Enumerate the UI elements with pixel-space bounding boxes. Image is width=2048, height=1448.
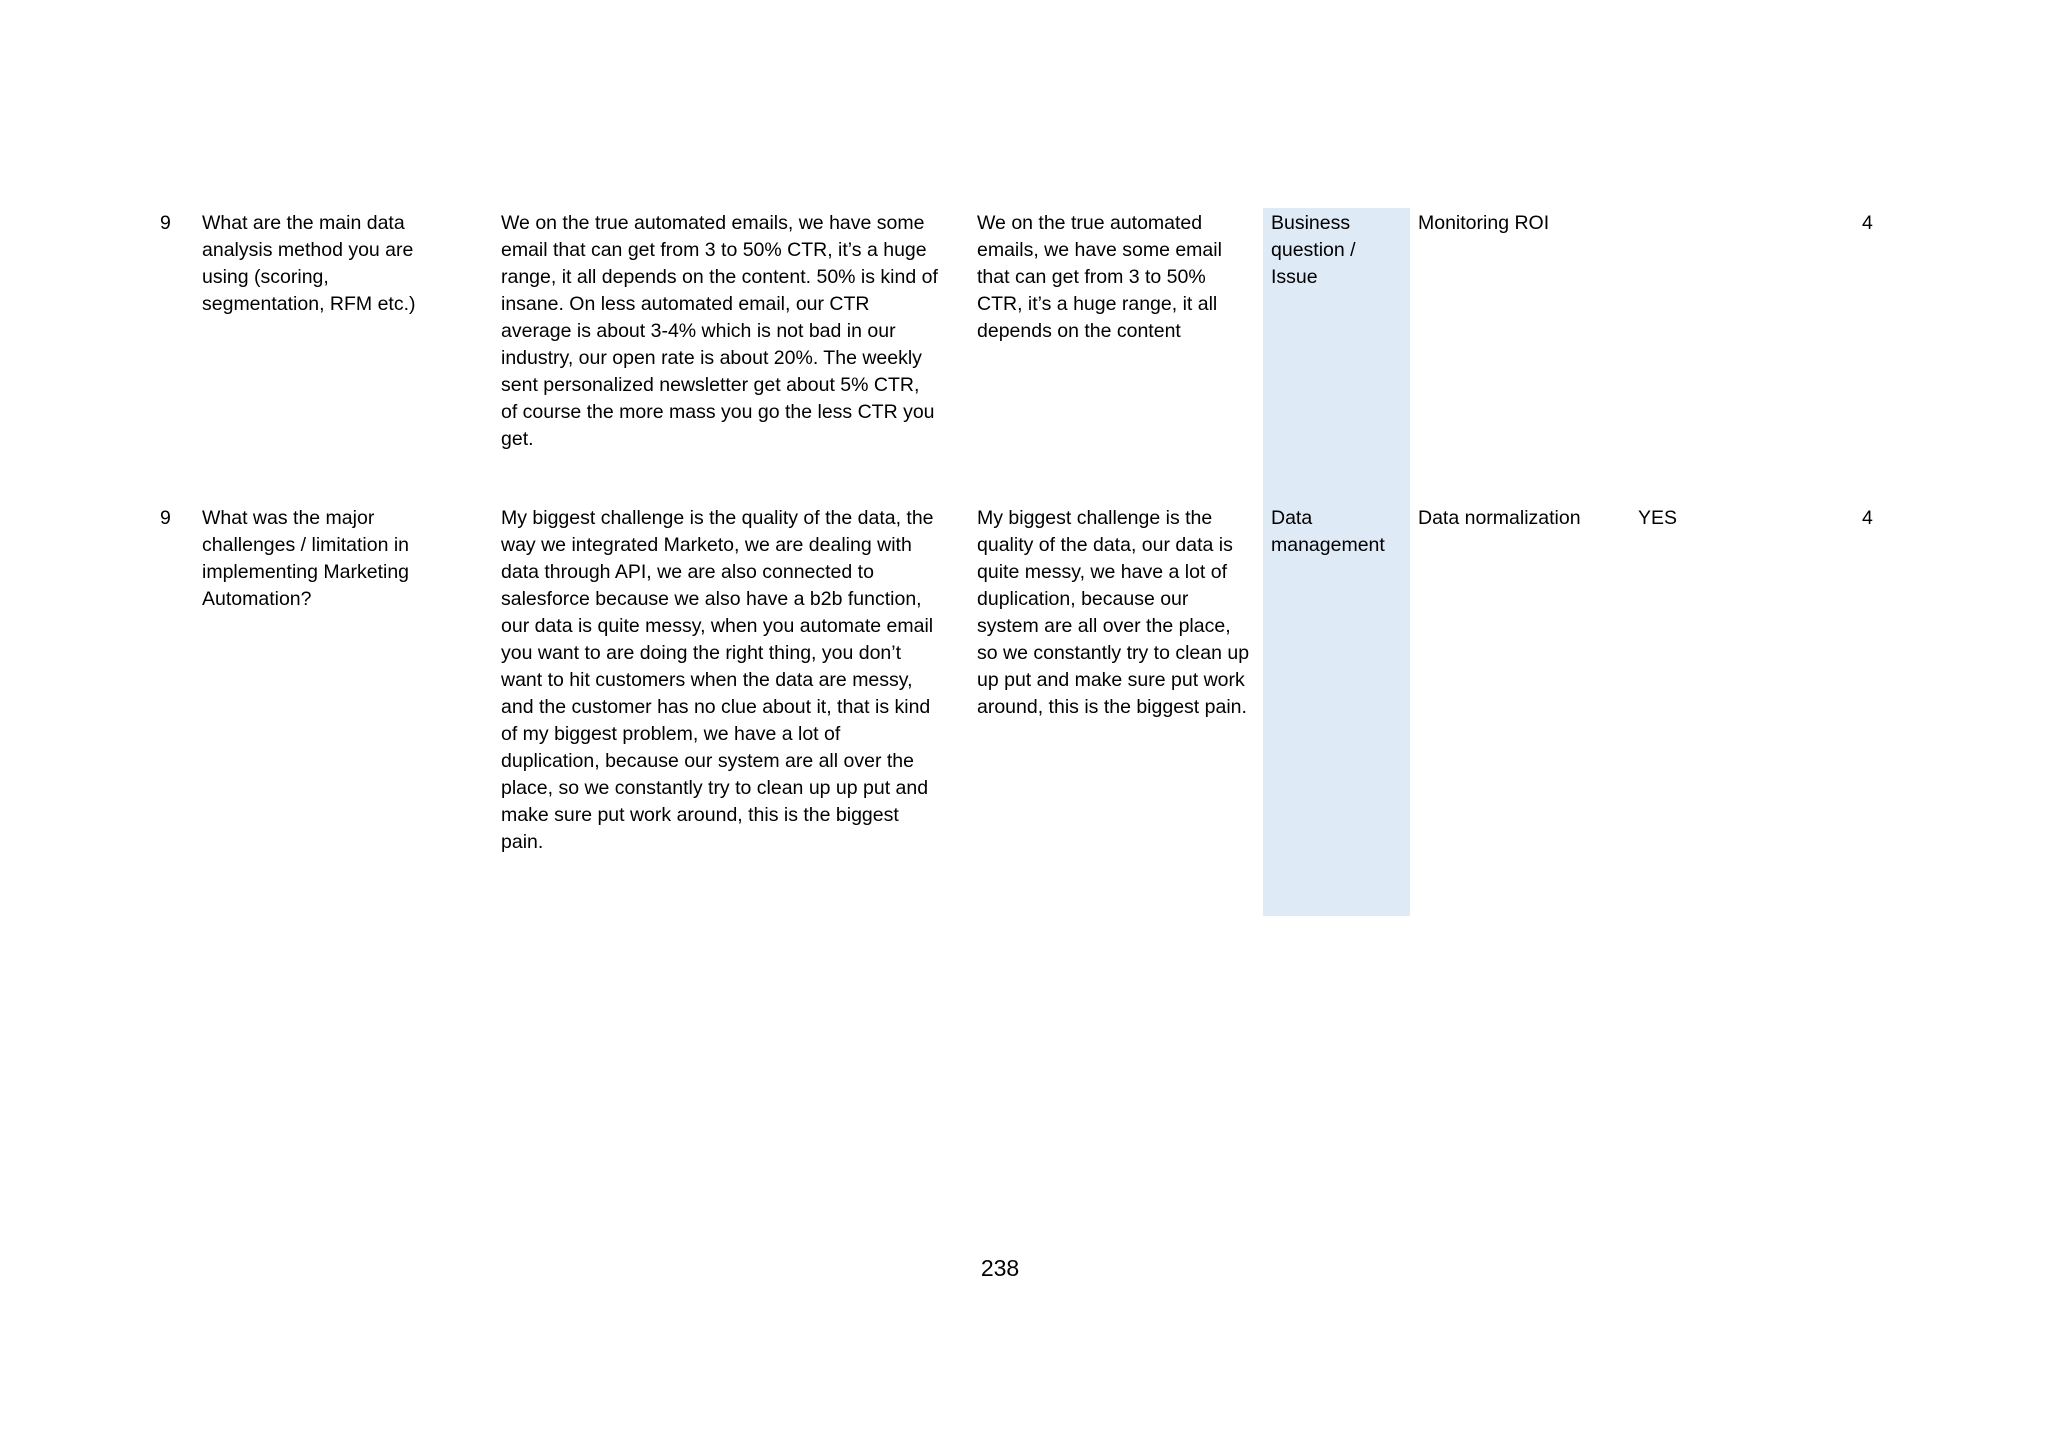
question-number: 9 [160,212,171,234]
answer-summary: We on the true automated emails, we have some email that can get from 3 to 50% CTR, it’s a huge range, it all depends on the content [977,212,1222,342]
page-number: 238 [980,1255,1020,1281]
subcategory-label: Data normalization [1418,507,1581,529]
question-text: What are the main data analysis method you are using (scoring, segmentation, RFM etc.) [202,212,416,315]
category-column-highlight [1263,208,1410,916]
answer-text: My biggest challenge is the quality of the data, the way we integrated Marketo, we are dealing with data through API, we are also connected to salesforce because we also have a b2b function, our data is quite messy, when you automate email you want to are doing the right thing, you don’t want to hit customers when the data are messy, and the customer has no clue about it, that is kind of my biggest problem, we have a lot of duplication, because our system are all over the place, so we constantly try to clean up up put and make sure put work around, this is the biggest pain. [501,507,934,853]
subcategory-label: Monitoring ROI [1418,212,1550,234]
question-number: 9 [160,507,171,529]
score-value: 4 [1862,507,1873,529]
answer-text: We on the true automated emails, we have some email that can get from 3 to 50% CTR, it’s a huge range, it all depends on the content. 50% is kind of insane. On less automated email, our CTR average is about 3-4% which is not bad in our industry, our open rate is about 20%. The weekly sent personalized newsletter get about 5% CTR, of course the more mass you go the less CTR you get. [501,212,938,450]
category-label: Business question / Issue [1271,212,1356,288]
question-text: What was the major challenges / limitation in implementing Marketing Automation? [202,507,410,610]
answer-summary: My biggest challenge is the quality of the data, our data is quite messy, we have a lot of duplication, because our system are all over the place, so we constantly try to clean up up put and make sure put work around, this is the biggest pain. [977,507,1250,718]
category-label: Data management [1271,507,1385,556]
score-value: 4 [1862,212,1873,234]
flag-value: YES [1638,507,1678,529]
